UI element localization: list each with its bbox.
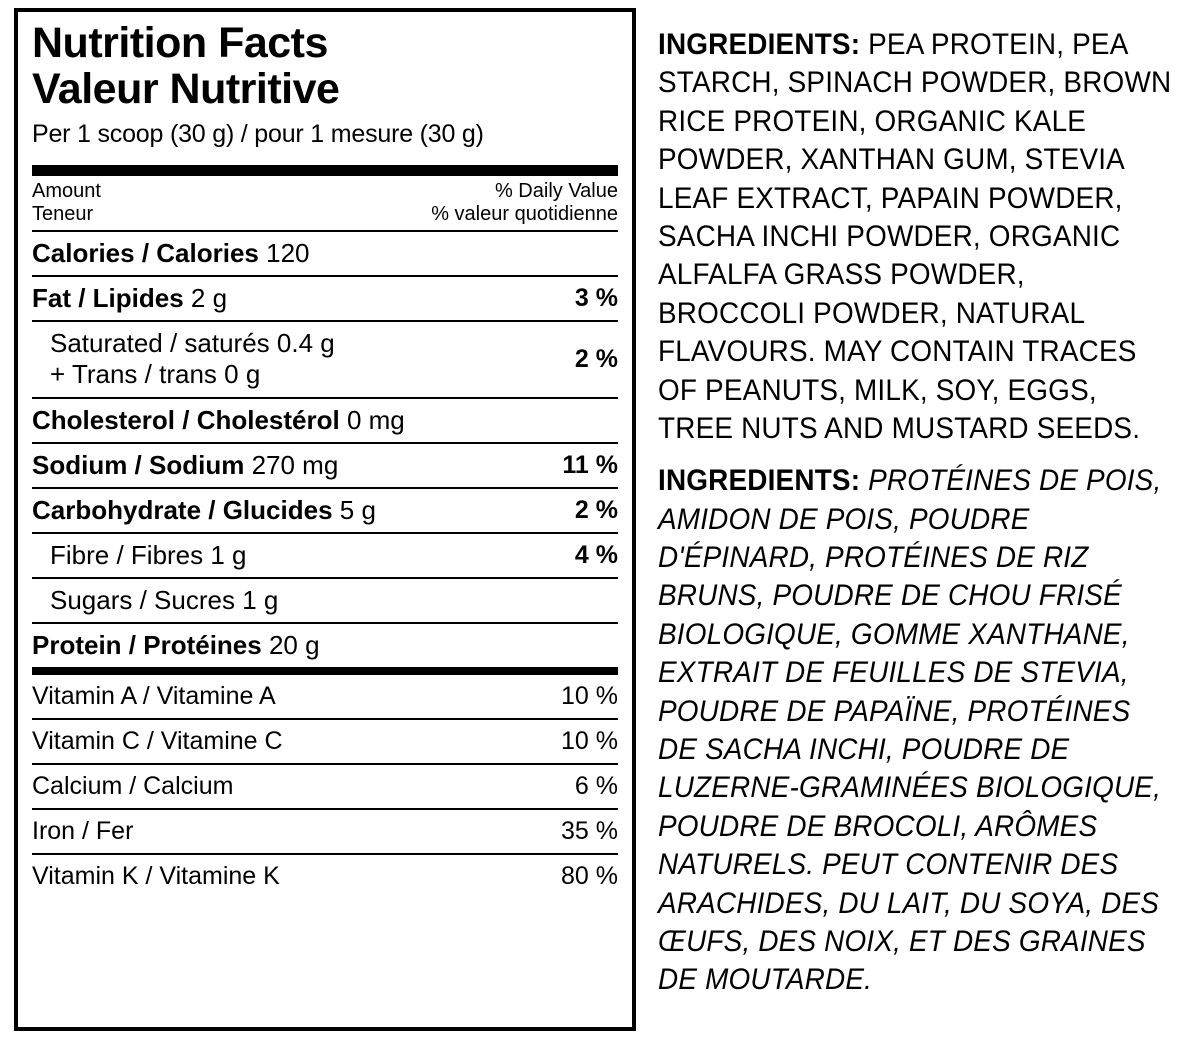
fibre-value: Fibre / Fibres 1 g (50, 540, 247, 571)
cholesterol-label: Cholesterol / Cholestérol (32, 405, 340, 436)
daily-value-label-fr: % valeur quotidienne (431, 202, 618, 225)
vitamin-row-iron (32, 810, 618, 853)
iron-label: Iron / Fer (32, 817, 134, 846)
fat-label: Fat / Lipides (32, 282, 184, 313)
daily-value-label-en: % Daily Value (494, 179, 618, 202)
fibre-pct: 4 % (574, 541, 618, 570)
saturated-pct: 2 % (574, 344, 618, 373)
serving-size: Per 1 scoop (30 g) / pour 1 mesure (30 g) (32, 119, 484, 148)
vitamin-row-calcium (32, 765, 618, 808)
calcium-label: Calcium / Calcium (32, 772, 234, 801)
vitamin-k-pct: 80 % (561, 862, 618, 891)
vitamin-row-vitamin-c (32, 720, 618, 763)
ingredients-panel (636, 8, 1179, 1031)
nutrient-row-protein (32, 624, 618, 667)
fat-value: 2 g (183, 282, 228, 313)
vitamin-a-label: Vitamin A / Vitamine A (32, 682, 276, 711)
nutrient-row-sodium (32, 444, 618, 487)
ingredients-label-en: INGREDIENTS: (658, 28, 861, 61)
nutrient-row-fibre (32, 534, 618, 577)
sodium-label: Sodium / Sodium (32, 450, 245, 481)
amount-label-en: Amount (32, 179, 101, 202)
vitamin-c-pct: 10 % (561, 727, 618, 756)
ingredients-english (658, 26, 1172, 448)
divider-thick-top (32, 165, 618, 176)
protein-value: 20 g (261, 630, 320, 661)
divider-above-vitamins (32, 667, 618, 675)
nutrient-row-carbohydrate (32, 489, 618, 532)
nutrient-row-fat (32, 277, 618, 320)
daily-value-header (32, 176, 618, 230)
vitamin-a-pct: 10 % (561, 682, 618, 711)
amount-label-fr: Teneur (32, 202, 94, 225)
vitamin-k-label: Vitamin K / Vitamine K (32, 862, 280, 891)
fat-pct: 3 % (574, 283, 618, 312)
nutrient-row-calories (32, 232, 618, 275)
trans-value: + Trans / trans 0 g (50, 359, 261, 390)
calcium-pct: 6 % (574, 772, 618, 801)
sugars-value: Sugars / Sucres 1 g (50, 585, 279, 616)
saturated-value: Saturated / saturés 0.4 g (50, 327, 335, 358)
ingredients-text-en: PEA PROTEIN, PEA STARCH, SPINACH POWDER, BROWN RICE PROTEIN, ORGANIC KALE POWDER, XANTHAN GUM, STEVIA LEAF EXTRACT, PAPAIN POWDER, SACHA INCHI POWDER, ORGANIC ALFALFA GRASS POWDER, BROCCOLI POWDER, NATURAL FLAVOURS. MAY CONTAIN TRACES OF PEANUTS, MILK, SOY, EGGS, TREE NUTS AND MUSTARD SEEDS. (658, 28, 1172, 445)
ingredients-text-fr: PROTÉINES DE POIS, AMIDON DE POIS, POUDRE D'ÉPINARD, PROTÉINES DE RIZ BRUNS, POUDRE DE CHOU FRISÉ BIOLOGIQUE, GOMME XANTHANE, EXTRAIT DE FEUILLES DE STEVIA, POUDRE DE PAPAÏNE, PROTÉINES DE SACHA INCHI, POUDRE DE LUZERNE-GRAMINÉES BIOLOGIQUE, POUDRE DE BROCOLI, ARÔMES NATURELS. PEUT CONTENIR DES ARACHIDES, DU LAIT, DU SOYA, DES ŒUFS, DES NOIX, ET DES GRAINES DE MOUTARDE. (658, 464, 1162, 997)
vitamin-row-vitamin-k (32, 855, 618, 898)
nutrition-facts-title-fr: Valeur Nutritive (32, 64, 340, 113)
calories-label: Calories / Calories (32, 237, 259, 268)
carbohydrate-value: 5 g (332, 495, 376, 526)
sodium-value: 270 mg (244, 450, 339, 481)
ingredients-label-fr: INGREDIENTS: (658, 464, 861, 498)
carbohydrate-pct: 2 % (574, 496, 618, 525)
nutrition-facts-panel (14, 8, 636, 1031)
protein-label: Protein / Protéines (32, 630, 262, 661)
ingredients-french (658, 462, 1172, 999)
vitamin-c-label: Vitamin C / Vitamine C (32, 727, 283, 756)
cholesterol-value: 0 mg (339, 405, 405, 436)
nutrition-facts-title-en: Nutrition Facts (32, 19, 328, 67)
nutrient-row-cholesterol (32, 399, 618, 442)
calories-value: 120 (258, 237, 310, 268)
vitamin-row-vitamin-a (32, 675, 618, 718)
nutrient-row-sugars (32, 579, 618, 622)
sodium-pct: 11 % (562, 451, 618, 480)
iron-pct: 35 % (561, 817, 618, 846)
nutrient-row-saturated-trans (32, 322, 618, 397)
carbohydrate-label: Carbohydrate / Glucides (32, 495, 333, 526)
